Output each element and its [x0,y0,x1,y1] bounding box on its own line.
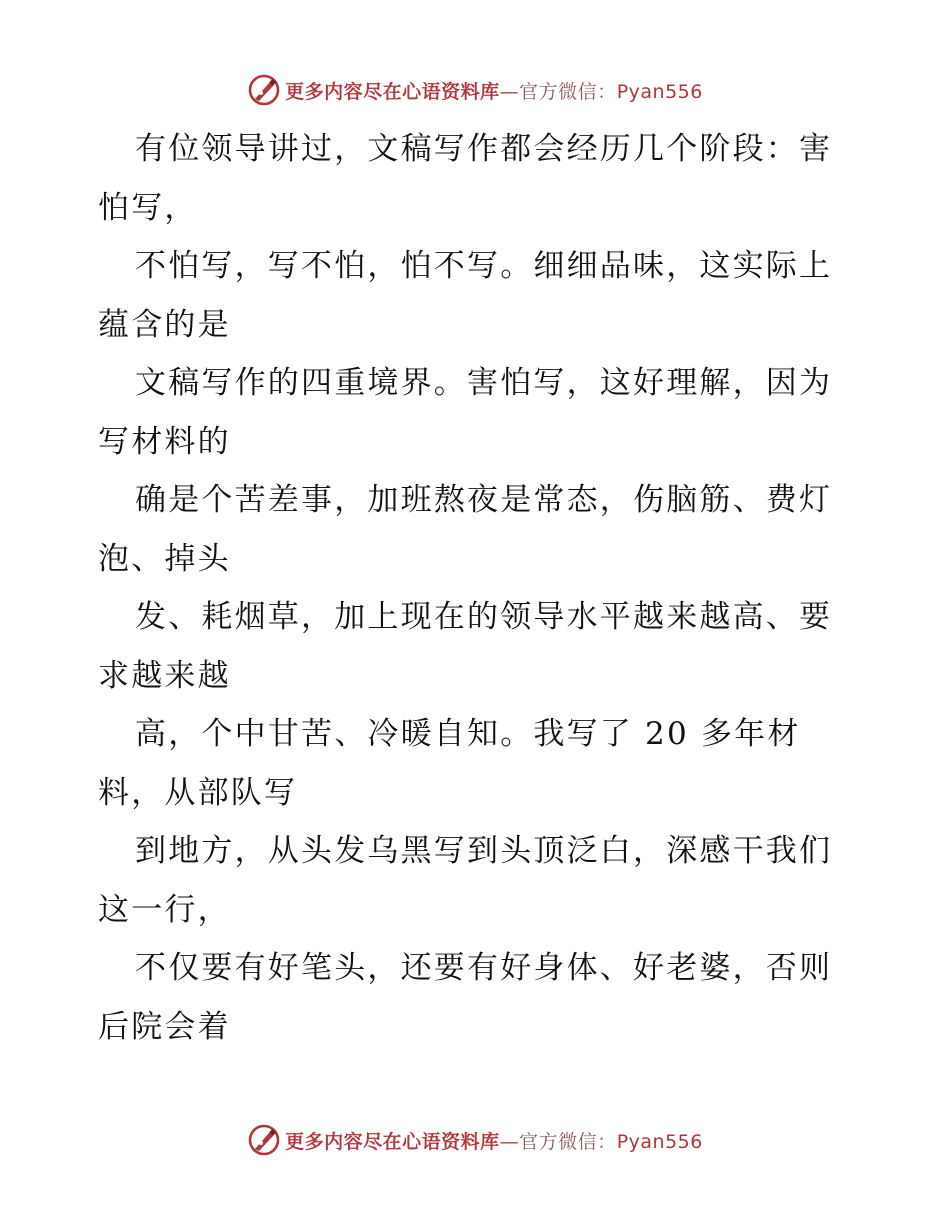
header-dash: — [499,80,520,103]
body-line: 有位领导讲过，文稿写作都会经历几个阶段：害 [135,131,833,167]
body-line: 后院会着 [98,1008,231,1045]
body-line: 泡、掉头 [98,540,231,577]
body-line: 求越来越 [98,657,231,694]
header-wechat-id: Pyan556 [616,80,703,103]
body-line: 写材料的 [98,423,231,460]
body-line: 怕写， [98,189,198,226]
body-line: 到地方，从头发乌黑写到头顶泛白，深感干我们 [135,833,833,869]
body-line: 蕴含的是 [98,306,231,343]
footer-site-text: 更多内容尽在心语资料库 [285,1130,500,1153]
body-line: 文稿写作的四重境界。害怕写，这好理解，因为 [135,365,833,401]
body-line: 确是个苦差事，加班熬夜是常态，伤脑筋、费灯 [135,482,833,518]
footer-wechat-id: Pyan556 [616,1130,703,1153]
body-line: 高，个中甘苦、冷暖自知。我写了 20 多年材 [135,716,801,752]
header-site-text: 更多内容尽在心语资料库 [285,80,500,103]
header-wechat-label: 官方微信： [519,80,617,103]
header-text [285,77,703,104]
body-line: 不怕写，写不怕，怕不写。细细品味，这实际上 [135,248,833,284]
pen-logo-icon [247,1123,281,1157]
footer-dash: — [499,1130,520,1153]
body-line: 这一行， [98,891,231,928]
body-line: 发、耗烟草，加上现在的领导水平越来越高、要 [135,599,833,635]
footer-wechat-label: 官方微信： [519,1130,617,1153]
document-body [98,120,858,1056]
header-banner [0,72,950,108]
pen-logo-icon [247,73,281,107]
body-line: 料，从部队写 [98,774,298,811]
footer-banner [0,1122,950,1158]
body-line: 不仅要有好笔头，还要有好身体、好老婆，否则 [135,950,833,986]
footer-text [285,1127,703,1154]
